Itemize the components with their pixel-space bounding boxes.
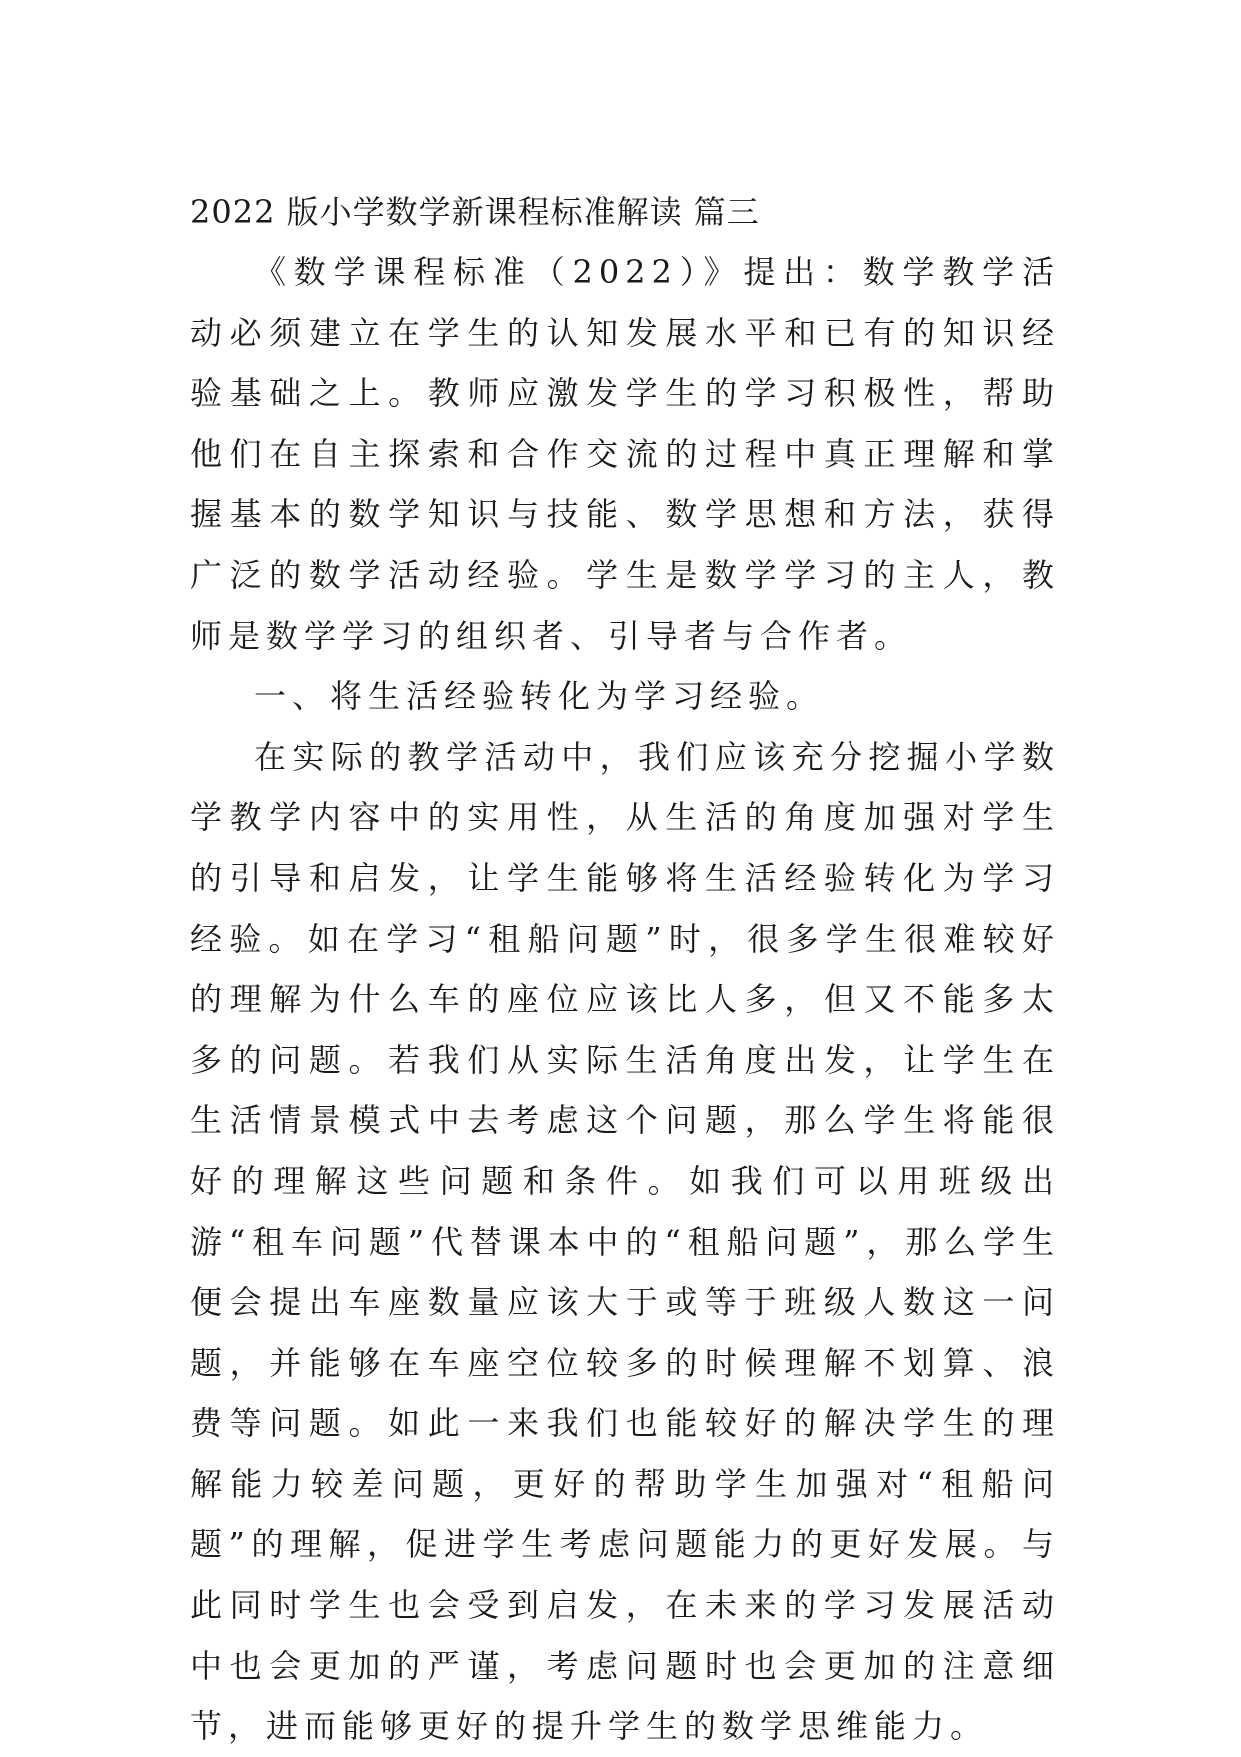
document-body [190, 182, 1060, 1757]
body-paragraph: 在实际的教学活动中，我们应该充分挖掘小学数学教学内容中的实用性，从生活的角度加强对学生的引导和启发，让学生能够将生活经验转化为学习经验。如在学习“租船问题”时，很多学生很难较好的理解为什么车的座位应该比人多，但又不能多太多的问题。若我们从实际生活角度出发，让学生在生活情景模式中去考虑这个问题，那么学生将能很好的理解这些问题和条件。如我们可以用班级出游“租车问题”代替课本中的“租船问题”，那么学生便会提出车座数量应该大于或等于班级人数这一问题，并能够在车座空位较多的时候理解不划算、浪费等问题。如此一来我们也能较好的解决学生的理解能力较差问题，更好的帮助学生加强对“租船问题”的理解，促进学生考虑问题能力的更好发展。与此同时学生也会受到启发，在未来的学习发展活动中也会更加的严谨，考虑问题时也会更加的注意细节，进而能够更好的提升学生的数学思维能力。 [190, 737, 1060, 1746]
intro-paragraph: 《数学课程标准（2022）》提出：数学教学活动必须建立在学生的认知发展水平和已有的知识经验基础之上。教师应激发学生的学习积极性，帮助他们在自主探索和合作交流的过程中真正理解和掌握基本的数学知识与技能、数学思想和方法，获得广泛的数学活动经验。学生是数学学习的主人，教师是数学学习的组织者、引导者与合作者。 [190, 253, 1060, 655]
section-heading: 一、将生活经验转化为学习经验。 [254, 677, 825, 716]
document-title: 2022 版小学数学新课程标准解读 篇三 [190, 193, 760, 231]
